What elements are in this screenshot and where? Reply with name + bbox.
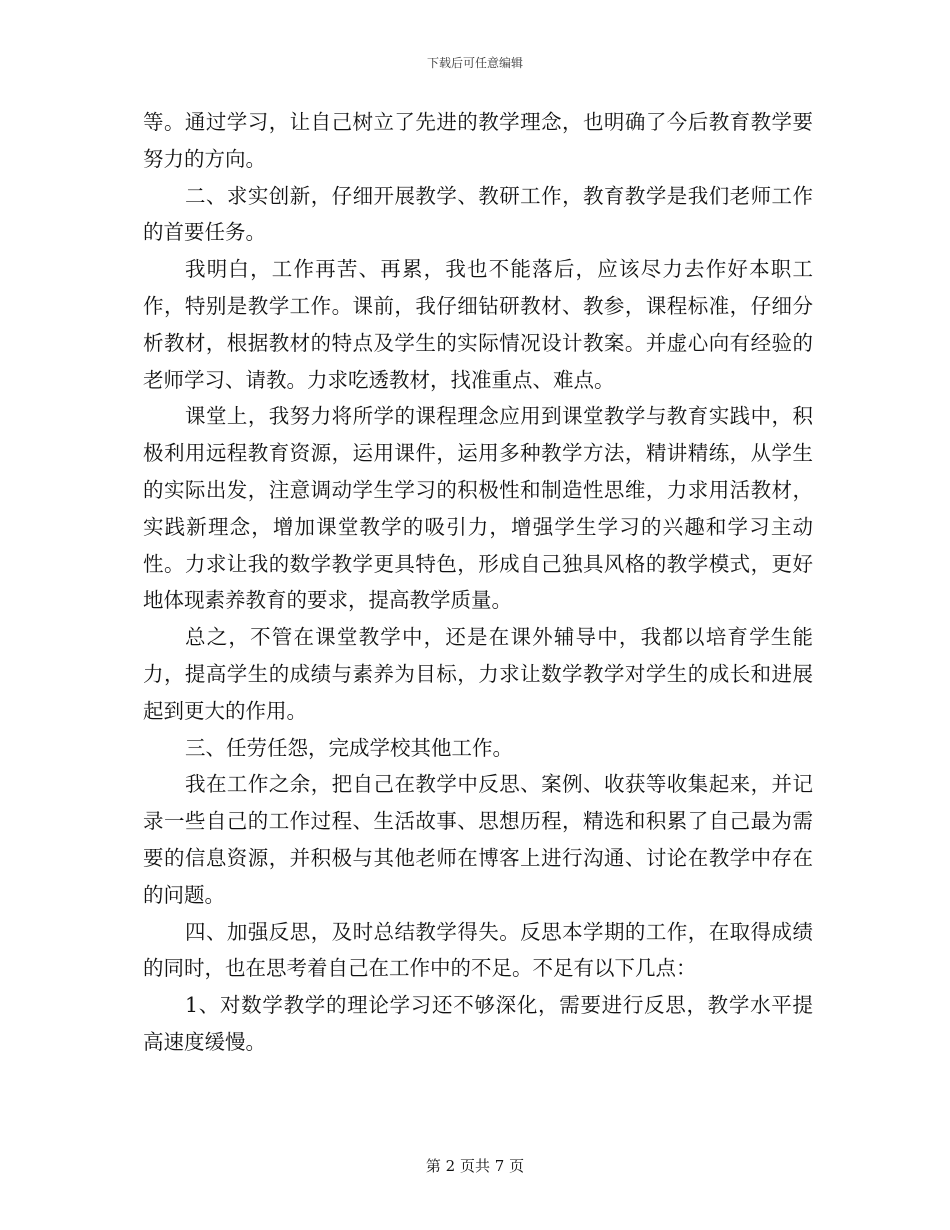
paragraph-3: 我明白，工作再苦、再累，我也不能落后，应该尽力去作好本职工作，特别是教学工作。课前，我仔细钻研教材、教参，课程标准，仔细分析教材，根据教材的特点及学生的实际情况设计教案。并虚心向有经验的老师学习、请教。力求吃透教材，找准重点、难点。 bbox=[143, 257, 813, 392]
paragraph-9: 1、对数学教学的理论学习还不够深化，需要进行反思，教学水平提高速度缓慢。 bbox=[143, 993, 813, 1054]
paragraph-7: 我在工作之余，把自己在教学中反思、案例、收获等收集起来，并记录一些自己的工作过程、生活故事、思想历程，精选和积累了自己最为需要的信息资源，并积极与其他老师在博客上进行沟通、讨论在教学中存在的问题。 bbox=[143, 772, 813, 907]
paragraph-5: 总之，不管在课堂教学中，还是在课外辅导中，我都以培育学生能力，提高学生的成绩与素养为目标，力求让数学教学对学生的成长和进展起到更大的作用。 bbox=[143, 625, 813, 723]
paragraph-4: 课堂上，我努力将所学的课程理念应用到课堂教学与教育实践中，积极利用远程教育资源，运用课件，运用多种教学方法，精讲精练，从学生的实际出发，注意调动学生学习的积极性和制造性思维，力求用活教材，实践新理念，增加课堂教学的吸引力，增强学生学习的兴趣和学习主动性。力求让我的数学教学更具特色，形成自己独具风格的教学模式，更好地体现素养教育的要求，提高教学质量。 bbox=[143, 404, 813, 613]
paragraph-1: 等。通过学习，让自己树立了先进的教学理念，也明确了今后教育教学要努力的方向。 bbox=[143, 110, 813, 171]
paragraph-2: 二、求实创新，仔细开展教学、教研工作，教育教学是我们老师工作的首要任务。 bbox=[143, 183, 813, 245]
document-body bbox=[143, 104, 813, 1061]
paragraph-8: 四、加强反思，及时总结教学得失。反思本学期的工作，在取得成绩的同时，也在思考着自己在工作中的不足。不足有以下几点： bbox=[143, 919, 813, 981]
page-footer: 第 2 页共 7 页 bbox=[425, 1157, 525, 1175]
paragraph-6: 三、任劳任怨，完成学校其他工作。 bbox=[185, 735, 513, 760]
page-header: 下载后可任意编辑 bbox=[426, 56, 523, 70]
